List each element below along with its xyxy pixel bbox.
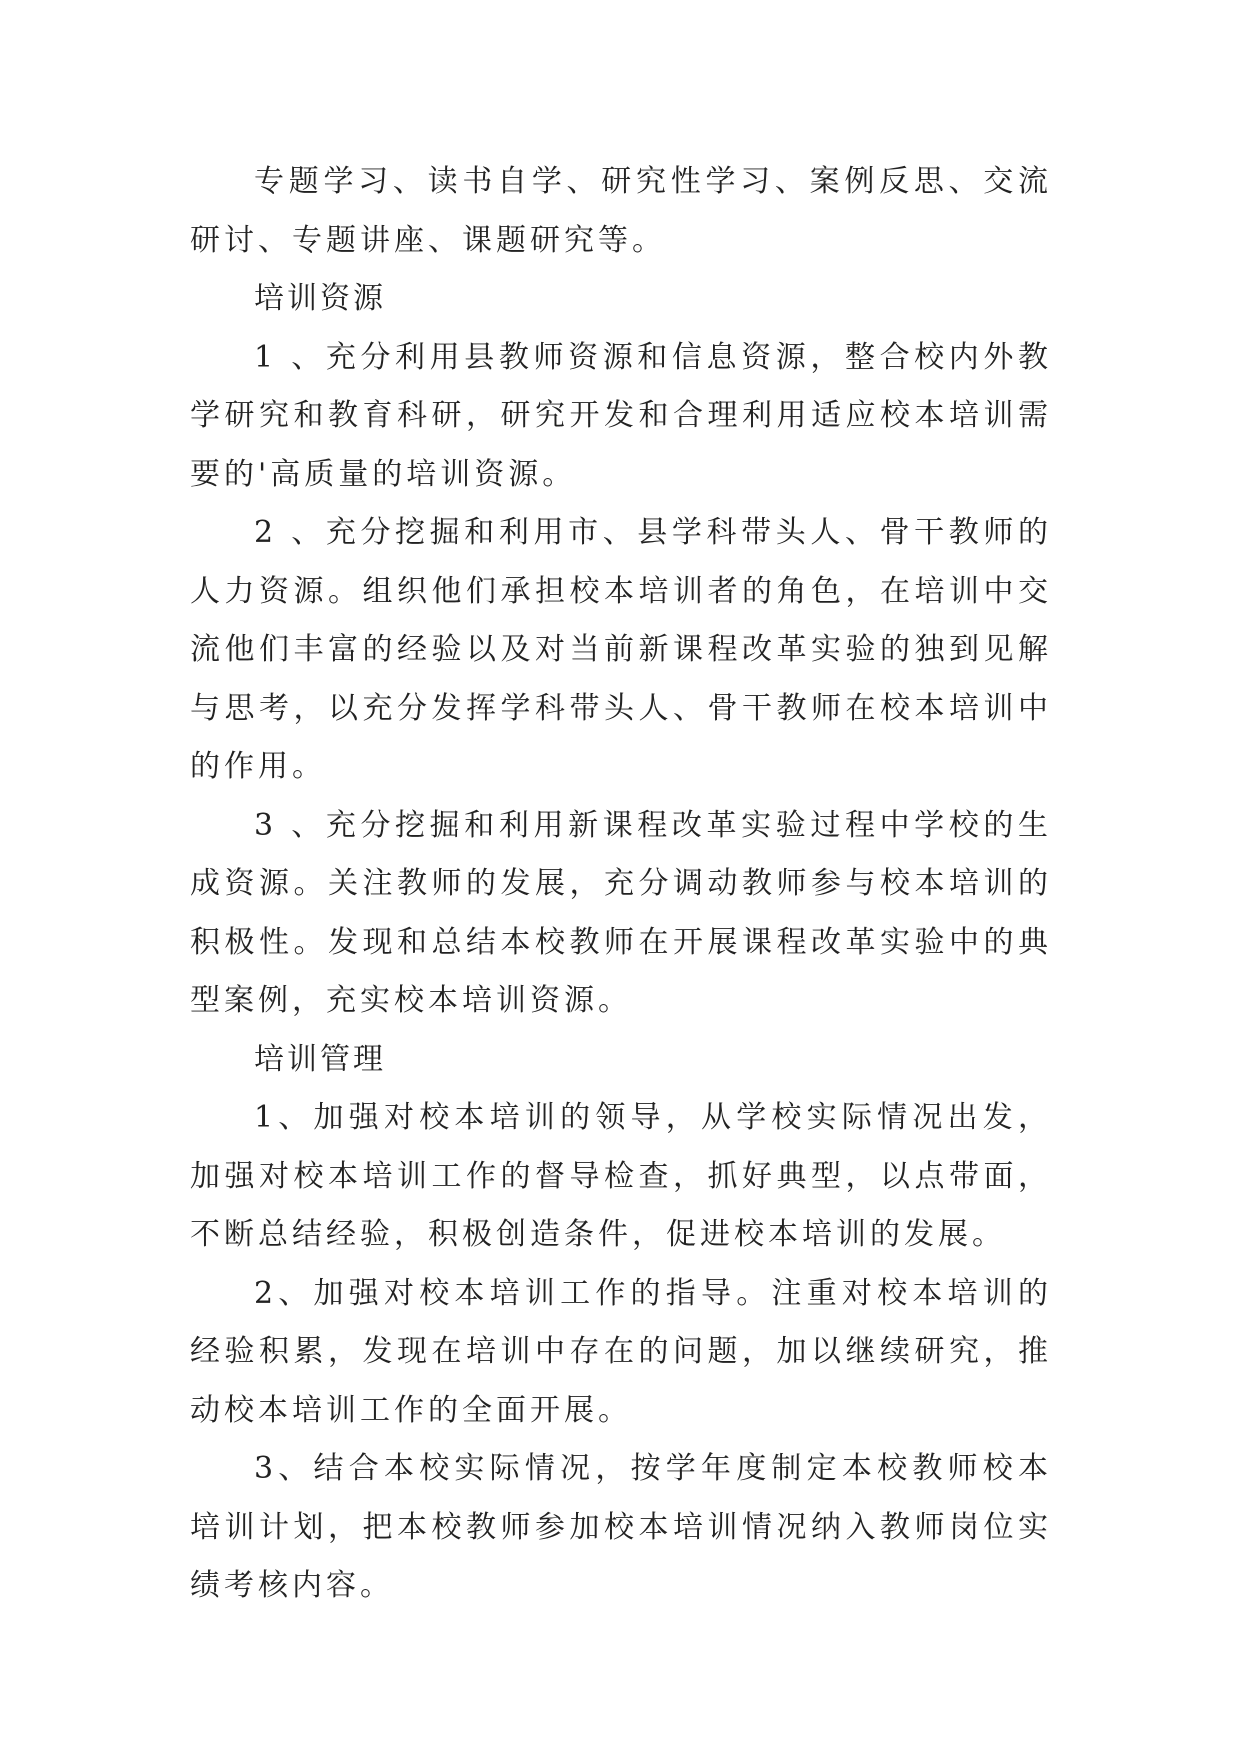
section-heading-training-resources: 培训资源	[254, 281, 386, 316]
paragraph-management-1: 1、加强对校本培训的领导，从学校实际情况出发，加强对校本培训工作的督导检查，抓好典型，以点带面，不断总结经验，积极创造条件，促进校本培训的发展。	[190, 1100, 1052, 1252]
paragraph-management-3: 3、结合本校实际情况，按学年度制定本校教师校本培训计划，把本校教师参加校本培训情况纳入教师岗位实绩考核内容。	[190, 1451, 1052, 1603]
paragraph-resources-2: 2 、充分挖掘和利用市、县学科带头人、骨干教师的人力资源。组织他们承担校本培训者的角色，在培训中交流他们丰富的经验以及对当前新课程改革实验的独到见解与思考，以充分发挥学科带头人、骨干教师在校本培训中的作用。	[190, 515, 1052, 784]
paragraph-study-methods: 专题学习、读书自学、研究性学习、案例反思、交流研讨、专题讲座、课题研究等。	[190, 164, 1052, 258]
document-body	[190, 153, 1052, 1616]
paragraph-resources-1: 1 、充分利用县教师资源和信息资源，整合校内外教学研究和教育科研，研究开发和合理利用适应校本培训需要的'高质量的培训资源。	[190, 339, 1052, 492]
paragraph-resources-3: 3 、充分挖掘和利用新课程改革实验过程中学校的生成资源。关注教师的发展，充分调动教师参与校本培训的积极性。发现和总结本校教师在开展课程改革实验中的典型案例，充实校本培训资源。	[190, 807, 1052, 1018]
paragraph-management-2: 2、加强对校本培训工作的指导。注重对校本培训的经验积累，发现在培训中存在的问题，加以继续研究，推动校本培训工作的全面开展。	[190, 1275, 1052, 1428]
section-heading-training-management: 培训管理	[254, 1041, 386, 1077]
